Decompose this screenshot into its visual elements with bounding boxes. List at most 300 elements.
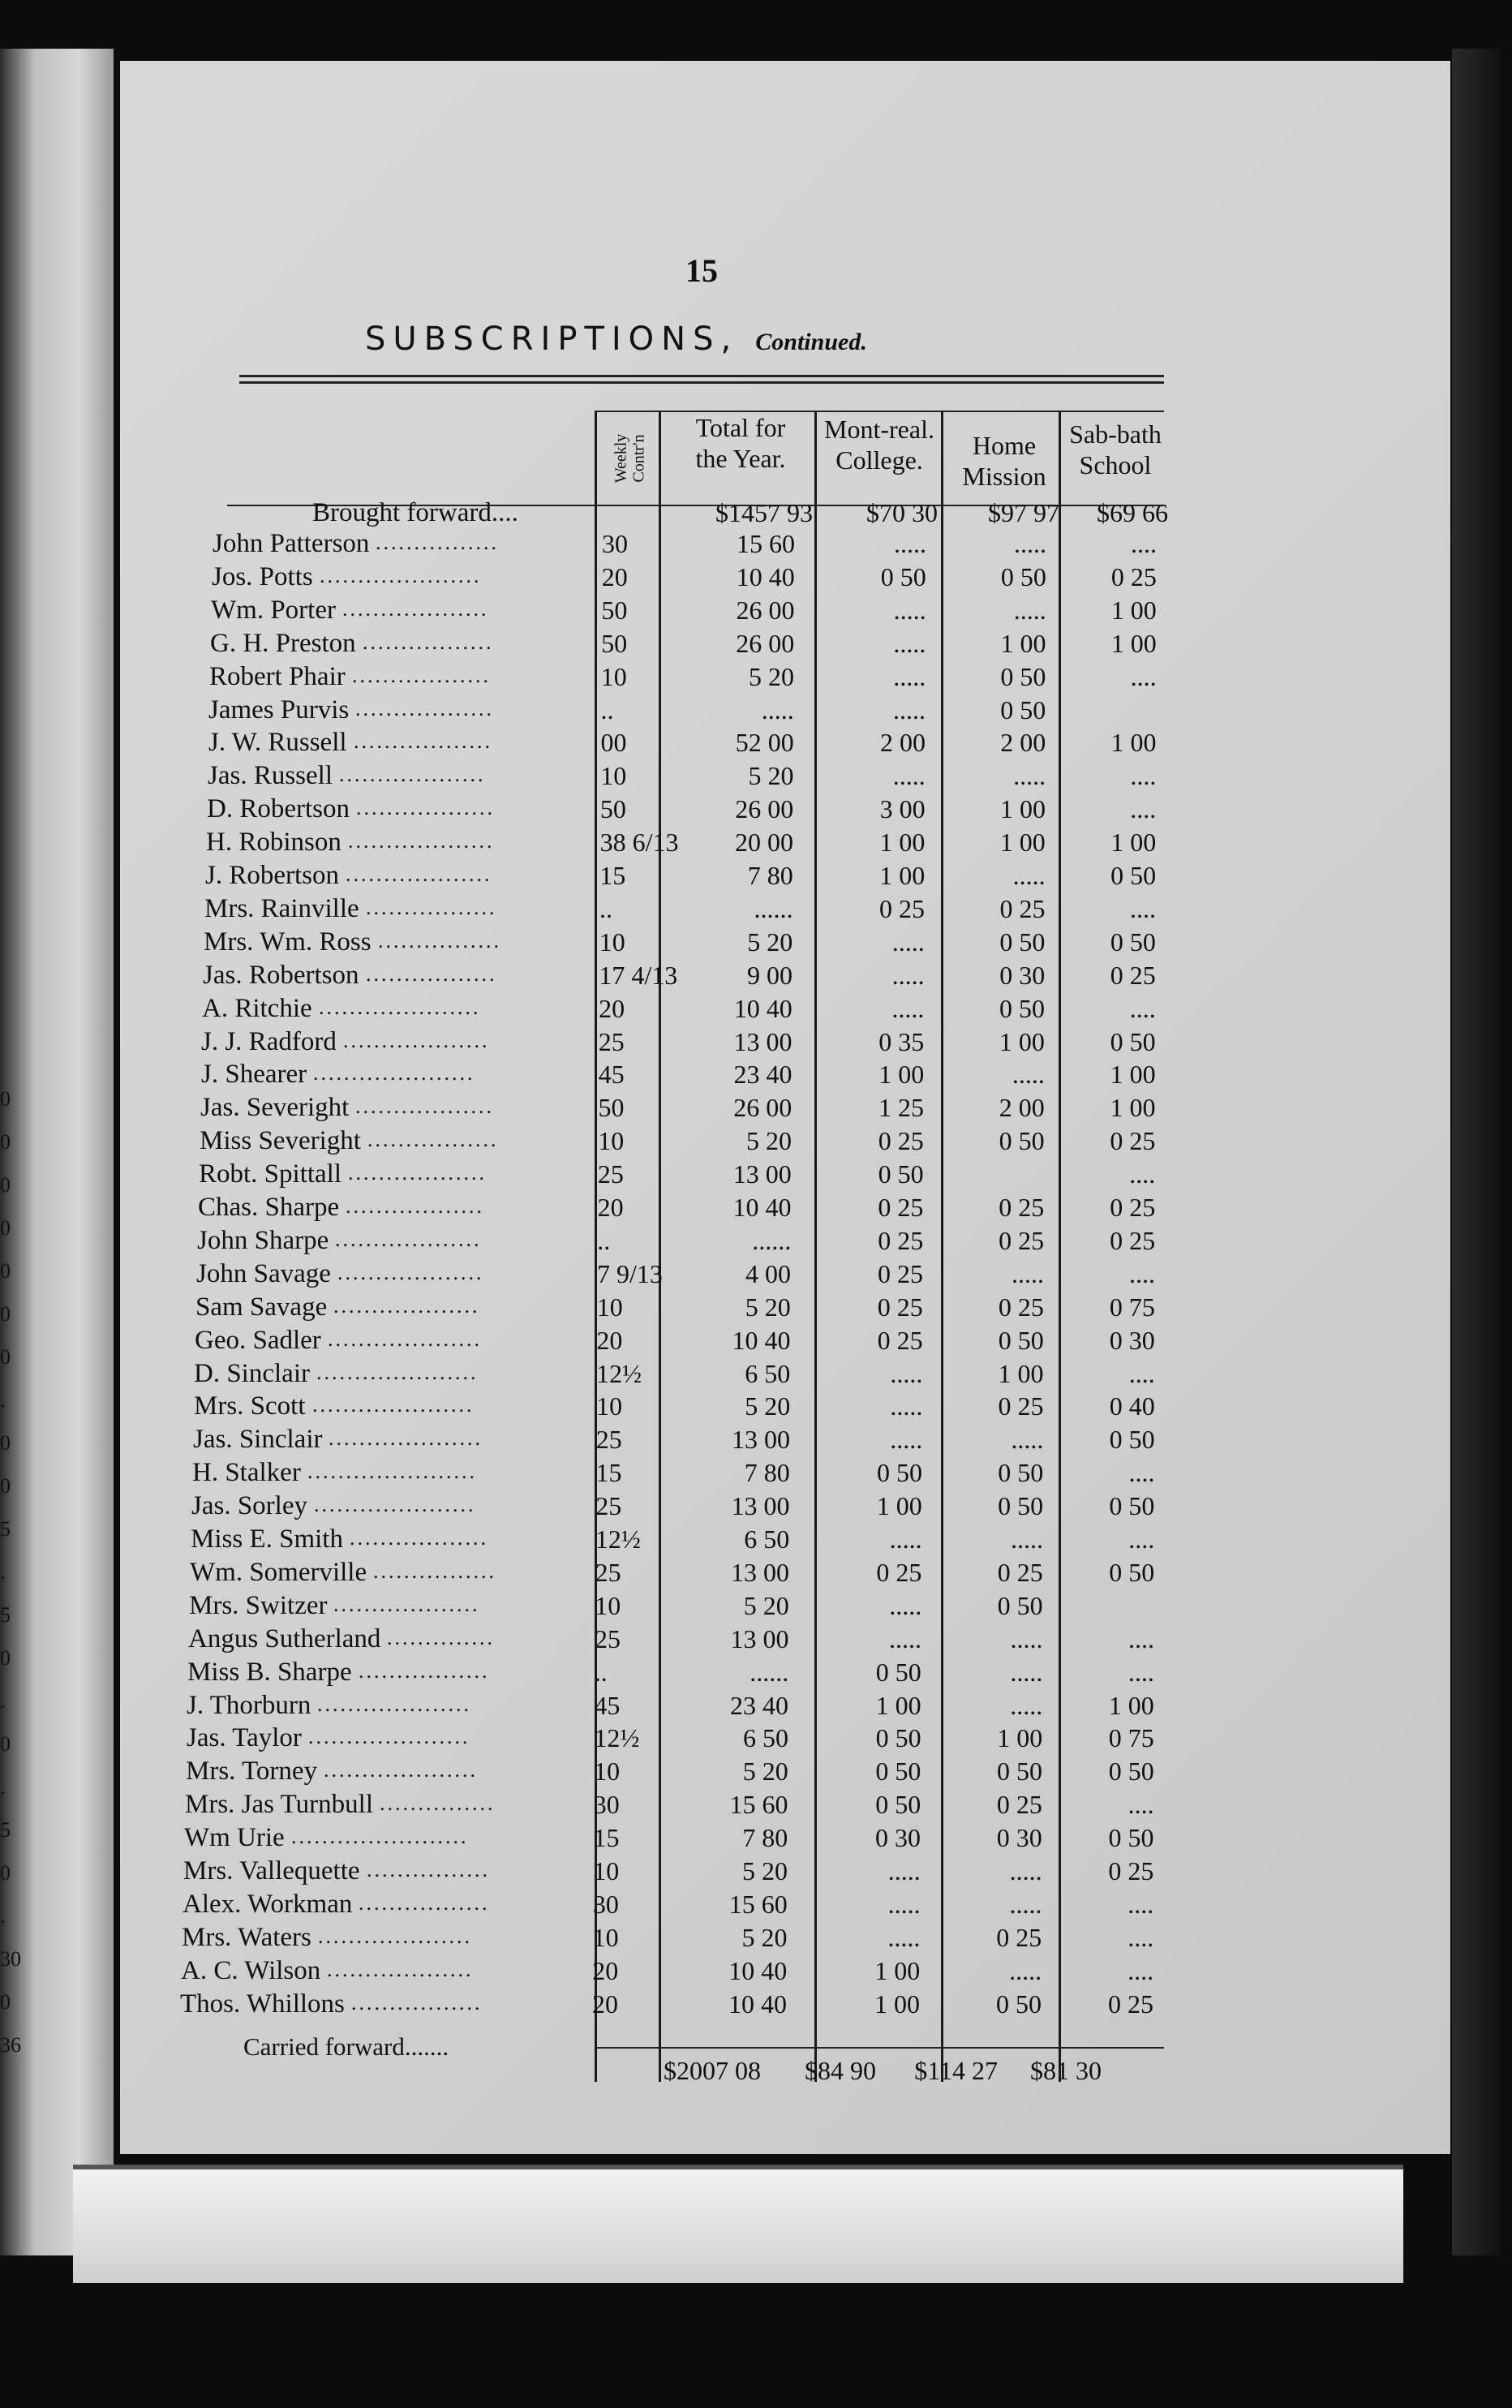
table-row: [0, 759, 1512, 792]
edge-digit: 0: [0, 1302, 11, 1326]
yearly-total: 26 00: [736, 595, 795, 625]
home-mission-amount: 0 25: [997, 1557, 1043, 1587]
subscriber-name: Miss E. Smith: [191, 1524, 343, 1554]
montreal-college-amount: .....: [890, 1425, 923, 1455]
subscriber-name: John Sharpe: [197, 1225, 329, 1255]
edge-digit: 30: [0, 1947, 21, 1971]
edge-digit: 0: [0, 1173, 11, 1197]
sabbath-school-amount: ....: [1128, 1922, 1154, 1952]
table-row: [0, 1689, 1512, 1722]
table-row: [0, 1788, 1512, 1821]
sabbath-school-amount: 0 50: [1109, 1491, 1155, 1521]
weekly-contribution: 10: [599, 927, 625, 957]
yearly-total: 5 20: [745, 1391, 791, 1421]
subscriber-name: H. Stalker: [192, 1458, 301, 1488]
table-row: [0, 1124, 1512, 1157]
subscriber-name: Mrs. Torney: [186, 1757, 318, 1787]
yearly-total: 52 00: [735, 728, 794, 758]
weekly-contribution: 10: [600, 761, 627, 791]
yearly-total: 5 20: [746, 1126, 792, 1156]
sabbath-school-amount: 0 25: [1110, 960, 1156, 990]
table-row: [0, 826, 1512, 858]
montreal-college-amount: 0 50: [877, 1458, 922, 1488]
yearly-total: 13 00: [733, 1026, 793, 1056]
sabbath-school-amount: ....: [1131, 529, 1157, 558]
home-mission-amount: .....: [1011, 1425, 1044, 1455]
subscriber-name: Mrs. Waters: [182, 1922, 311, 1952]
table-row: [0, 793, 1512, 825]
sabbath-school-amount: 0 40: [1109, 1391, 1155, 1421]
sabbath-school-amount: 0 25: [1110, 1193, 1156, 1222]
montreal-college-amount: 1 00: [878, 1060, 925, 1090]
subscriber-name: Jos. Potts: [212, 561, 313, 591]
yearly-total: 6 50: [744, 1524, 790, 1554]
table-row: [0, 660, 1512, 693]
table-row: [0, 892, 1512, 925]
table-row: [0, 1026, 1512, 1058]
column-header-college: Mont-real. College.: [824, 415, 934, 475]
leader-dots: ....................: [328, 1327, 482, 1351]
yearly-total: 15 60: [729, 1790, 788, 1820]
montreal-college-amount: 0 50: [875, 1757, 921, 1787]
home-mission-amount: .....: [1012, 1060, 1045, 1090]
brought-forward-label: Brought forward....: [312, 498, 518, 527]
sabbath-school-amount: ....: [1130, 661, 1157, 691]
column-header-home: Home Mission: [962, 431, 1046, 491]
yearly-total: 5 20: [741, 1922, 788, 1952]
yearly-total: 20 00: [735, 828, 793, 858]
heading-rule-top: [239, 375, 1164, 377]
weekly-contribution: ..: [600, 694, 614, 725]
subscriber-name: Chas. Sharpe: [198, 1193, 340, 1222]
leader-dots: ..................: [346, 1194, 484, 1218]
table-row: [0, 1258, 1512, 1290]
table-row: [0, 594, 1512, 626]
home-mission-amount: 1 00: [997, 1723, 1043, 1753]
sabbath-school-amount: 1 00: [1110, 1093, 1156, 1123]
sabbath-school-amount: 0 50: [1108, 1823, 1154, 1853]
yearly-total: ......: [754, 893, 793, 923]
home-mission-amount: .....: [1014, 529, 1046, 558]
home-mission-amount: 0 30: [999, 960, 1046, 990]
sabbath-school-amount: 1 00: [1110, 828, 1157, 858]
page-number: 15: [685, 252, 718, 289]
home-mission-amount: .....: [1010, 1623, 1043, 1653]
edge-digit: 0: [0, 1646, 11, 1670]
yearly-total: 5 20: [748, 761, 794, 791]
leader-dots: ..................: [354, 729, 492, 754]
leader-dots: ...................: [333, 1293, 480, 1318]
subscriber-name: Mrs. Switzer: [189, 1590, 328, 1620]
montreal-college-amount: .....: [893, 628, 926, 658]
subscriber-name: J. W. Russell: [208, 728, 347, 758]
table-row: [0, 1324, 1512, 1357]
edge-digit: 0: [0, 1259, 11, 1283]
weekly-contribution: 7 9/13: [597, 1258, 663, 1288]
leader-dots: ................: [376, 531, 499, 554]
subscriber-name: G. H. Preston: [210, 628, 356, 658]
carried-forward-sabbath: $81 30: [1030, 2056, 1102, 2085]
subscriber-name: Geo. Sadler: [195, 1325, 321, 1355]
leader-dots: ....................: [324, 1758, 478, 1782]
column-header-total: Total for the Year.: [695, 413, 786, 473]
sabbath-school-amount: 1 00: [1110, 595, 1157, 625]
heading-title: SUBSCRIPTIONS,: [365, 320, 739, 358]
yearly-total: 23 40: [730, 1690, 788, 1720]
yearly-total: 5 20: [742, 1757, 788, 1787]
table-row: [0, 926, 1512, 958]
subscriber-name: Wm. Somerville: [190, 1557, 367, 1587]
weekly-contribution: 10: [594, 1757, 621, 1787]
home-mission-amount: 0 50: [1000, 561, 1046, 591]
weekly-contribution: 30: [592, 1889, 619, 1919]
weekly-contribution: 50: [601, 628, 628, 658]
yearly-total: 13 00: [731, 1491, 790, 1521]
sabbath-school-amount: 1 00: [1110, 1060, 1156, 1090]
montreal-college-amount: .....: [890, 1358, 923, 1388]
home-mission-amount: 0 50: [998, 1458, 1044, 1488]
leader-dots: ..................: [355, 1094, 494, 1119]
weekly-contribution: 20: [592, 1989, 618, 2019]
montreal-college-amount: 0 30: [875, 1823, 921, 1853]
subscriber-name: Wm Urie: [184, 1823, 285, 1853]
sabbath-school-amount: ....: [1128, 1889, 1154, 1919]
home-mission-amount: 1 00: [999, 1026, 1045, 1056]
table-row: [0, 1191, 1512, 1223]
subscriber-name: Angus Sutherland: [188, 1623, 381, 1653]
subscriber-name: H. Robinson: [206, 828, 341, 858]
yearly-total: 4 00: [745, 1258, 791, 1288]
sabbath-school-amount: 0 25: [1110, 1225, 1156, 1255]
weekly-contribution: 20: [601, 561, 628, 591]
weekly-contribution: 30: [602, 529, 628, 558]
subscriber-name: J. Shearer: [201, 1060, 307, 1090]
table-row: [0, 1656, 1512, 1688]
edge-digit: 0: [0, 1474, 11, 1498]
home-mission-amount: .....: [1013, 595, 1046, 625]
montreal-college-amount: .....: [892, 761, 926, 791]
leader-dots: .................: [367, 1128, 499, 1152]
table-row: [0, 1556, 1512, 1589]
sabbath-school-amount: 0 75: [1109, 1292, 1155, 1322]
leader-dots: ...............: [380, 1791, 496, 1816]
weekly-contribution: 10: [598, 1126, 625, 1156]
page-heading: [365, 320, 1095, 358]
leader-dots: .....................: [316, 1360, 479, 1384]
home-mission-amount: .....: [1012, 861, 1046, 890]
table-row: [0, 1291, 1512, 1323]
montreal-college-amount: .....: [887, 1922, 921, 1952]
subscriber-name: Mrs. Vallequette: [183, 1856, 360, 1886]
table-row: [0, 1456, 1512, 1489]
weekly-contribution: 12½: [595, 1524, 641, 1554]
montreal-college-amount: .....: [893, 694, 926, 725]
sabbath-school-amount: 0 30: [1109, 1325, 1155, 1355]
sabbath-school-amount: ....: [1128, 1790, 1154, 1820]
yearly-total: 15 60: [737, 529, 795, 558]
weekly-contribution: 15: [593, 1823, 620, 1853]
table-row: [0, 1490, 1512, 1522]
yearly-total: 7 80: [744, 1458, 790, 1488]
leader-dots: .....................: [312, 1393, 475, 1417]
yearly-total: 7 80: [742, 1823, 788, 1853]
yearly-total: 13 00: [732, 1159, 792, 1189]
leader-dots: ...................: [327, 1957, 474, 1981]
table-row: [0, 1921, 1512, 1954]
leader-dots: .................: [359, 1658, 490, 1683]
edge-digit: 0: [0, 1345, 11, 1369]
leader-dots: ...................: [346, 862, 492, 886]
yearly-total: ......: [752, 1225, 792, 1255]
carried-forward-home: $114 27: [914, 2056, 998, 2085]
weekly-contribution: 10: [595, 1590, 621, 1620]
home-mission-amount: 0 25: [998, 1292, 1044, 1322]
subscriber-name: Jas. Severight: [200, 1093, 350, 1123]
subscriber-name: J. J. Radford: [201, 1026, 337, 1056]
weekly-contribution: 20: [597, 1193, 624, 1222]
subscriber-name: James Purvis: [208, 694, 350, 725]
leader-dots: ...................: [337, 1260, 484, 1284]
sabbath-school-amount: ....: [1129, 1258, 1155, 1288]
weekly-contribution: 00: [600, 728, 627, 758]
montreal-college-amount: 1 00: [876, 1491, 922, 1521]
leader-dots: .................: [351, 1990, 483, 2015]
leader-dots: ..................: [356, 796, 495, 820]
yearly-total: 9 00: [747, 960, 793, 990]
home-mission-amount: 0 25: [999, 1193, 1045, 1222]
weekly-contribution: 10: [600, 661, 627, 691]
subscriber-name: Sam Savage: [195, 1292, 328, 1322]
leader-dots: ................: [367, 1858, 490, 1881]
subscriber-name: Jas. Taylor: [187, 1723, 302, 1753]
subscriber-name: J. Thorburn: [187, 1690, 311, 1720]
table-row: [0, 694, 1512, 726]
edge-digit: 5: [0, 1517, 11, 1541]
leader-dots: ...................: [348, 829, 495, 854]
edge-digit: 0: [0, 1431, 11, 1455]
yearly-total: 5 20: [749, 661, 794, 691]
montreal-college-amount: 2 00: [880, 728, 926, 758]
leader-dots: ...................: [342, 596, 489, 621]
weekly-contribution: 10: [592, 1922, 619, 1952]
home-mission-amount: 1 00: [998, 1358, 1044, 1388]
sabbath-school-amount: 0 25: [1110, 561, 1157, 591]
sabbath-school-amount: 0 50: [1110, 861, 1157, 890]
weekly-contribution: 10: [593, 1856, 620, 1886]
montreal-college-amount: 0 25: [878, 1258, 923, 1288]
montreal-college-amount: 1 00: [874, 1955, 921, 1985]
table-row: [0, 859, 1512, 892]
subscriber-name: Mrs. Rainville: [204, 893, 359, 923]
home-mission-amount: 0 50: [999, 993, 1046, 1023]
edge-digit: 5: [0, 1818, 11, 1842]
heading-rule-bottom: [239, 381, 1164, 384]
subscriber-name: J. Robertson: [205, 861, 339, 890]
carried-forward-total: $2007 08: [664, 2056, 761, 2085]
weekly-contribution: 10: [596, 1391, 623, 1421]
table-row: [0, 1058, 1512, 1090]
yearly-total: 5 20: [747, 927, 793, 957]
home-mission-amount: .....: [1010, 1690, 1043, 1720]
yearly-total: 10 40: [732, 1325, 791, 1355]
subscriber-name: A. Ritchie: [202, 993, 312, 1023]
leader-dots: .....................: [319, 995, 481, 1019]
weekly-contribution: 12½: [594, 1723, 640, 1753]
table-row: [0, 1722, 1512, 1754]
sabbath-school-amount: 1 00: [1108, 1690, 1154, 1720]
table-row: [0, 1357, 1512, 1390]
montreal-college-amount: 0 25: [878, 1193, 924, 1222]
montreal-college-amount: 0 50: [878, 1159, 924, 1189]
home-mission-amount: 0 25: [996, 1922, 1042, 1952]
leader-dots: ...................: [343, 1028, 490, 1052]
weekly-contribution: ..: [594, 1657, 608, 1687]
montreal-college-amount: .....: [887, 1889, 921, 1919]
weekly-contribution: 15: [595, 1458, 622, 1488]
montreal-college-amount: 0 50: [875, 1657, 921, 1687]
montreal-college-amount: 0 25: [876, 1557, 922, 1587]
weekly-contribution: 50: [599, 794, 626, 824]
yearly-total: 5 20: [742, 1856, 788, 1886]
leader-dots: .................: [366, 961, 497, 986]
leader-dots: ..............: [387, 1625, 495, 1649]
edge-digit: .: [0, 1388, 6, 1412]
table-row: [0, 1589, 1512, 1622]
weekly-contribution: 20: [596, 1325, 623, 1355]
sabbath-school-amount: 0 50: [1110, 1026, 1156, 1056]
sabbath-school-amount: 0 25: [1108, 1856, 1154, 1886]
leader-dots: ...................: [339, 763, 486, 787]
montreal-college-amount: 0 25: [878, 1225, 924, 1255]
yearly-total: 5 20: [745, 1292, 791, 1322]
weekly-contribution: 45: [594, 1690, 621, 1720]
edge-digit: .: [0, 1560, 6, 1584]
home-mission-amount: 0 25: [996, 1790, 1042, 1820]
sabbath-school-amount: 0 25: [1108, 1989, 1153, 2019]
sabbath-school-amount: ....: [1129, 1159, 1156, 1189]
leader-dots: .................: [359, 1890, 490, 1915]
yearly-total: 13 00: [730, 1623, 789, 1653]
home-mission-amount: 0 25: [999, 893, 1046, 923]
home-mission-amount: 2 00: [1000, 728, 1046, 758]
table-row: [0, 726, 1512, 759]
subscriber-name: Robert Phair: [209, 661, 346, 691]
yearly-total: 10 40: [728, 1955, 788, 1985]
subscriber-name: John Patterson: [213, 529, 370, 558]
leader-dots: .................: [366, 895, 497, 919]
weekly-contribution: 25: [598, 1026, 625, 1056]
table-row: [0, 1954, 1512, 1987]
montreal-college-amount: .....: [889, 1524, 922, 1554]
sabbath-school-amount: 0 50: [1108, 1757, 1154, 1787]
table-row: [0, 1423, 1512, 1456]
montreal-college-amount: .....: [889, 1623, 921, 1653]
yearly-total: 7 80: [747, 861, 793, 890]
montreal-college-amount: 0 50: [880, 561, 926, 591]
home-mission-amount: 0 50: [997, 1590, 1043, 1620]
sabbath-school-amount: ....: [1130, 761, 1157, 791]
home-mission-amount: .....: [1013, 761, 1046, 791]
sabbath-school-amount: 0 50: [1109, 1425, 1155, 1455]
edge-digit: 0: [0, 1130, 11, 1154]
yearly-total: 6 50: [743, 1723, 788, 1753]
leader-dots: .....................: [320, 563, 482, 587]
yearly-total: 6 50: [745, 1358, 791, 1388]
table-row: [0, 627, 1512, 660]
montreal-college-amount: 0 50: [875, 1790, 921, 1820]
table-row: [0, 1821, 1512, 1854]
leader-dots: ...................: [333, 1592, 480, 1616]
table-row: [0, 1390, 1512, 1422]
weekly-contribution: 50: [598, 1093, 625, 1123]
weekly-contribution: 25: [595, 1623, 621, 1653]
weekly-contribution: 15: [599, 861, 626, 890]
leader-dots: ....................: [317, 1692, 471, 1716]
subscriber-name: Mrs. Wm. Ross: [204, 927, 372, 957]
edge-digit: 36: [0, 2033, 21, 2057]
weekly-contribution: 25: [595, 1491, 622, 1521]
yearly-total: 10 40: [736, 561, 795, 591]
yearly-total: 13 00: [731, 1557, 789, 1587]
home-mission-amount: .....: [1010, 1657, 1043, 1687]
montreal-college-amount: 0 35: [878, 1026, 925, 1056]
table-row: [0, 561, 1512, 593]
subscriber-name: D. Robertson: [207, 794, 350, 824]
home-mission-amount: .....: [1012, 1258, 1044, 1288]
montreal-college-amount: 1 25: [878, 1093, 924, 1123]
yearly-total: .....: [761, 694, 794, 725]
brought-forward-home: $97 97: [988, 498, 1059, 527]
subscriber-name: John Savage: [196, 1258, 331, 1288]
brought-forward-college: $70 30: [866, 498, 938, 527]
leader-dots: ....................: [329, 1426, 483, 1451]
home-mission-amount: 0 50: [998, 1325, 1044, 1355]
home-mission-amount: 1 00: [999, 828, 1046, 858]
leader-dots: .......................: [291, 1825, 469, 1849]
column-header-sabbath: Sab-bath School: [1069, 419, 1162, 479]
table-row: [0, 1623, 1512, 1655]
yearly-total: 10 40: [733, 993, 793, 1023]
edge-digit: 5: [0, 1603, 11, 1627]
stacked-pages: [73, 2165, 1403, 2283]
table-row: [0, 1158, 1512, 1190]
home-mission-amount: 0 50: [997, 1757, 1043, 1787]
weekly-contribution: 25: [595, 1425, 622, 1455]
sabbath-school-amount: ....: [1130, 794, 1157, 824]
yearly-total: 5 20: [743, 1590, 789, 1620]
subscriber-name: Miss Severight: [200, 1126, 361, 1156]
table-row: [0, 1988, 1512, 2020]
montreal-college-amount: .....: [887, 1856, 921, 1886]
home-mission-amount: 0 50: [1000, 661, 1046, 691]
montreal-college-amount: 1 00: [879, 828, 926, 858]
subscriber-name: A. C. Wilson: [181, 1955, 321, 1985]
brought-forward-row: [0, 497, 1512, 529]
subscriber-name: Jas. Russell: [208, 761, 333, 791]
brought-forward-total: $1457 93: [715, 498, 813, 527]
montreal-college-amount: .....: [890, 1391, 923, 1421]
montreal-college-amount: 1 00: [879, 861, 926, 890]
carried-forward-totals: [0, 2054, 1512, 2087]
yearly-total: 15 60: [728, 1889, 788, 1919]
leader-dots: ..................: [352, 663, 491, 687]
table-row: [0, 1224, 1512, 1257]
subscriber-name: Mrs. Jas Turnbull: [185, 1790, 373, 1820]
montreal-college-amount: 0 25: [879, 893, 925, 923]
home-mission-amount: 2 00: [999, 1093, 1045, 1123]
subscriber-name: Jas. Sinclair: [193, 1425, 323, 1455]
table-row: [0, 992, 1512, 1025]
